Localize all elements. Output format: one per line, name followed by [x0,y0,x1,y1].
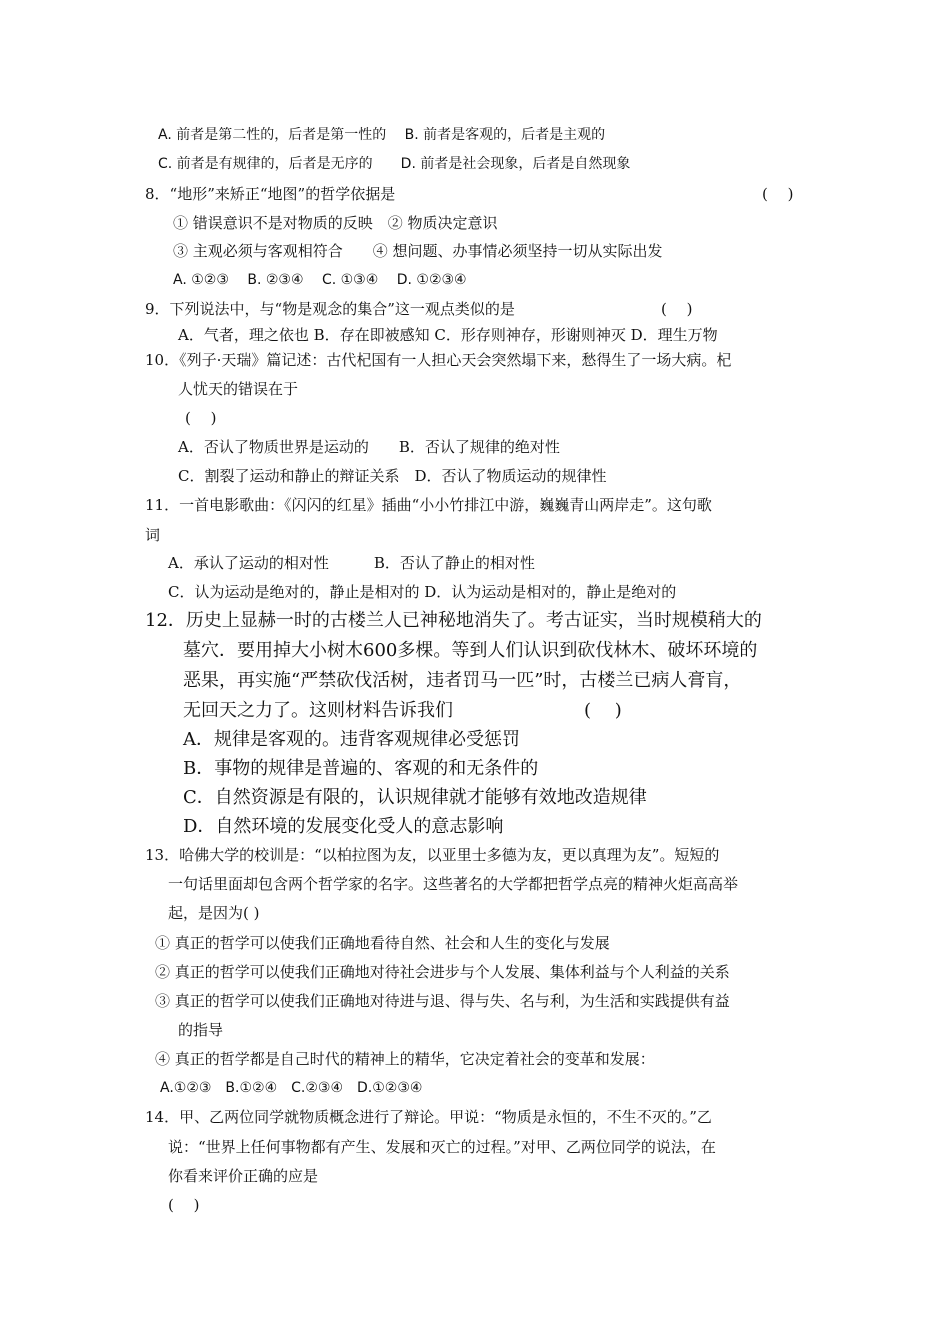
q8-item-2: ③ 主观必须与客观相符合 ④ 想问题、办事情必须坚持一切从实际出发 [173,242,663,260]
q12-stem-line-3: 恶果，再实施“严禁砍伐活树，违者罚马一匹”时，古楼兰已病人膏肓， [183,670,742,691]
q13-stem-line-1: 13．哈佛大学的校训是：“以柏拉图为友，以亚里士多德为友，更以真理为友”。短短的 [145,846,720,864]
q12-stem-line-2: 墓穴．要用掉大小树木600多棵。等到人们认识到砍伐林木、破坏环境的 [183,640,758,661]
q13-item-3: ③ 真正的哲学可以使我们正确地对待进与退、得与失、名与利，为生活和实践提供有益 [155,992,730,1010]
q10-stem-line-2: 人忧天的错误在于 [178,380,299,398]
q13-item-2: ② 真正的哲学可以使我们正确地对待社会进步与个人发展、集体利益与个人利益的关系 [155,963,730,981]
q13-item-1: ① 真正的哲学可以使我们正确地看待自然、社会和人生的变化与发展 [155,934,610,952]
q11-stem-line-2: 词 [145,526,161,544]
q11-stem-line-1: 11．一首电影歌曲：《闪闪的红星》插曲“小小竹排江中游，巍巍青山两岸走”。这句歌 [145,496,712,514]
q9-stem: 9．下列说法中，与“物是观念的集合”这一观点类似的是 [145,300,515,318]
q14-stem-line-1: 14．甲、乙两位同学就物质概念进行了辩论。甲说：“物质是永恒的，不生不灭的。”乙 [145,1108,712,1126]
q8-item-1: ① 错误意识不是对物质的反映 ② 物质决定意识 [173,214,498,232]
q14-stem-line-2: 说：“世界上任何事物都有产生、发展和灭亡的过程。”对甲、乙两位同学的说法，在 [168,1138,716,1156]
q7-options-line-2: C. 前者是有规律的，后者是无序的 D. 前者是社会现象，后者是自然现象 [158,156,631,172]
q12-stem-line-1: 12．历史上显赫一时的古楼兰人已神秘地消失了。考古证实，当时规模稍大的 [145,610,762,631]
q7-options-line-1: A. 前者是第二性的，后者是第一性的 B. 前者是客观的，后者是主观的 [158,127,606,143]
q13-options: A.①②③ B.①②④ C.②③④ D.①②③④ [160,1080,423,1096]
q12-option-c: C．自然资源是有限的，认识规律就才能够有效地改造规律 [183,787,647,808]
q10-stem-line-1: 10．《列子·天瑞》篇记述：古代杞国有一人担心天会突然塌下来，愁得生了一场大病。杞 [145,351,732,369]
q10-answer-paren: ( ) [185,409,217,427]
q11-options-line-1: A．承认了运动的相对性 B．否认了静止的相对性 [168,554,535,572]
q14-stem-line-3: 你看来评价正确的应是 [168,1167,319,1185]
q11-options-line-2: C．认为运动是绝对的，静止是相对的 D．认为运动是相对的，静止是绝对的 [168,583,677,601]
q14-answer-paren: ( ) [168,1196,200,1214]
q9-options: A．气者，理之依也 B．存在即被感知 C．形存则神存，形谢则神灭 D．理生万物 [178,326,718,344]
q13-item-4: ④ 真正的哲学都是自己时代的精神上的精华，它决定着社会的变革和发展： [155,1050,655,1068]
q9-answer-paren: ( ) [661,300,693,318]
q13-item-3-continued: 的指导 [178,1021,224,1039]
q12-option-d: D．自然环境的发展变化受人的意志影响 [183,816,504,837]
q13-stem-line-2: 一句话里面却包含两个哲学家的名字。这些著名的大学都把哲学点亮的精神火炬高高举 [168,875,739,893]
q8-answer-paren: ( ) [762,185,794,203]
q12-option-a: A．规律是客观的。违背客观规律必受惩罚 [183,729,520,750]
q10-options-line-2: C．割裂了运动和静止的辩证关系 D．否认了物质运动的规律性 [178,467,607,485]
q10-options-line-1: A．否认了物质世界是运动的 B．否认了规律的绝对性 [178,438,560,456]
q8-options: A. ①②③ B. ②③④ C. ①③④ D. ①②③④ [173,272,467,288]
q8-stem: 8．“地形”来矫正“地图”的哲学依据是 [145,185,396,203]
q12-stem-line-4: 无回天之力了。这则材料告诉我们 [183,700,453,721]
q12-answer-paren: ( ) [584,700,622,721]
q13-stem-line-3: 起，是因为( ) [168,904,260,922]
q12-option-b: B．事物的规律是普遍的、客观的和无条件的 [183,758,539,779]
